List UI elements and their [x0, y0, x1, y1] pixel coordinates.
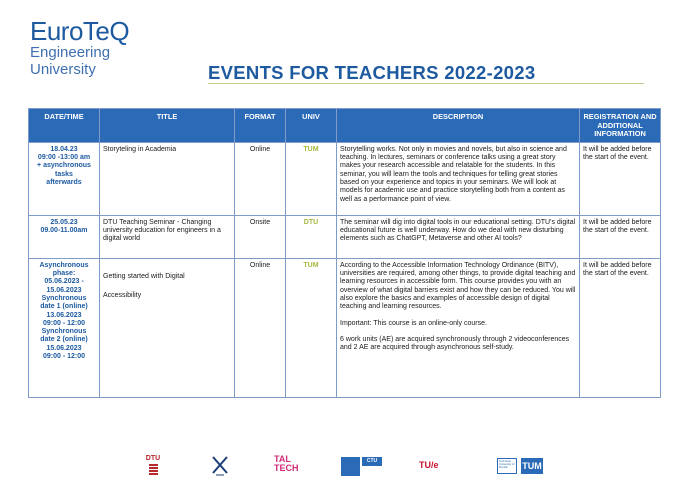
event-title: [100, 258, 235, 397]
logo-line-3: University: [30, 61, 96, 78]
ctu-emblem-icon: [341, 457, 360, 476]
event-univ: TUM: [286, 142, 337, 215]
event-title: DTU Teaching Seminar - Changing university education for engineers in a digital world: [100, 215, 235, 258]
ctu-logo-text: CTU: [362, 457, 382, 466]
event-description: Storytelling works. Not only in movies and novels, but also in science and teaching. In lectures, seminars or conference talks using a great story makes your research accessible and relatable for the students. In this seminar, you will learn the tools and techniques for telling great stories based on your experience and topics in your seminars. We will look at models for academic use and practice storytelling both from a content as well as a performance point of view.: [337, 142, 580, 215]
table-row: [29, 258, 661, 397]
partner-logos: [0, 455, 700, 481]
logo-line-1: EuroTeQ: [30, 16, 130, 46]
event-format: Online: [235, 258, 286, 397]
tue-logo: TU/e: [419, 460, 439, 470]
tum-logo-text: TUM: [521, 458, 543, 474]
description-paragraph: Important: This course is an online-only course.: [340, 319, 487, 327]
column-header-registration: REGISTRATION AND ADDITIONAL INFORMATION: [580, 109, 661, 143]
ctu-logo: [341, 455, 383, 477]
column-header-format: FORMAT: [235, 109, 286, 143]
event-registration: It will be added before the start of the event.: [580, 142, 661, 215]
taltech-logo: [274, 455, 302, 477]
event-date: Asynchronous phase: 05.06.2023 - 15.06.2023 Synchronous date 1 (online) 13.06.2023 09:00 - 12:00 Synchronous date 2 (online) 15.06.2023 09:00 - 12:00: [29, 258, 100, 397]
event-title-part-2: Accessibility: [103, 292, 142, 300]
description-paragraph: 6 work units (AE) are acquired synchronously through 2 videoconferences and 2 AE are acquired through asynchronous self-study.: [340, 335, 570, 352]
euroteq-logo: [30, 18, 130, 88]
event-description: The seminar will dig into digital tools in our educational setting. DTU's digital educational future is well underway. How do we deal with new disturbing elements such as ChatGPT, Metaverse and other AI tools?: [337, 215, 580, 258]
event-format: Online: [235, 142, 286, 215]
event-description: [337, 258, 580, 397]
taltech-logo-line-1: TAL: [274, 454, 291, 464]
event-format: Onsite: [235, 215, 286, 258]
page-title: EVENTS FOR TEACHERS 2022-2023: [208, 62, 536, 83]
event-univ: DTU: [286, 215, 337, 258]
table-row: [29, 215, 661, 258]
logo-line-2: Engineering: [30, 44, 111, 61]
event-date: 25.05.23 09.00-11.00am: [29, 215, 100, 258]
dtu-logo: [145, 455, 161, 477]
partner-x-logo: [210, 455, 230, 477]
taltech-logo-line-2: TECH: [274, 463, 299, 473]
tum-logo-caption: Technical University of Munich: [497, 458, 517, 474]
event-date: 18.04.23 09:00 -13:00 am + asynchronous tasks afterwards: [29, 142, 100, 215]
event-title-part-1: Getting started with Digital: [103, 272, 185, 280]
table-header-row: [29, 109, 661, 143]
event-univ: TUM: [286, 258, 337, 397]
column-header-univ: UNIV: [286, 109, 337, 143]
event-registration: It will be added before the start of the event.: [580, 215, 661, 258]
event-title: Storyteling in Academia: [100, 142, 235, 215]
x-emblem-icon: [210, 455, 230, 477]
title-divider: [208, 83, 644, 84]
column-header-date: DATE/TIME: [29, 109, 100, 143]
column-header-description: DESCRIPTION: [337, 109, 580, 143]
events-table: [28, 108, 661, 398]
column-header-title: TITLE: [100, 109, 235, 143]
dtu-logo-text: DTU: [145, 455, 161, 462]
tum-logo: [497, 455, 547, 477]
dtu-bars-icon: [149, 464, 158, 475]
description-paragraph: According to the Accessible Information Technology Ordinance (BITV), universities are required, among other things, to provide digital teaching and learning resources in accessible form. This course provides you with an overview of what digital barriers exist and how they can be reduced. You will also explore the basics and examples of accessible design of digital teaching and learning resources.: [340, 261, 576, 311]
event-registration: It will be added before the start of the event.: [580, 258, 661, 397]
table-row: [29, 142, 661, 215]
